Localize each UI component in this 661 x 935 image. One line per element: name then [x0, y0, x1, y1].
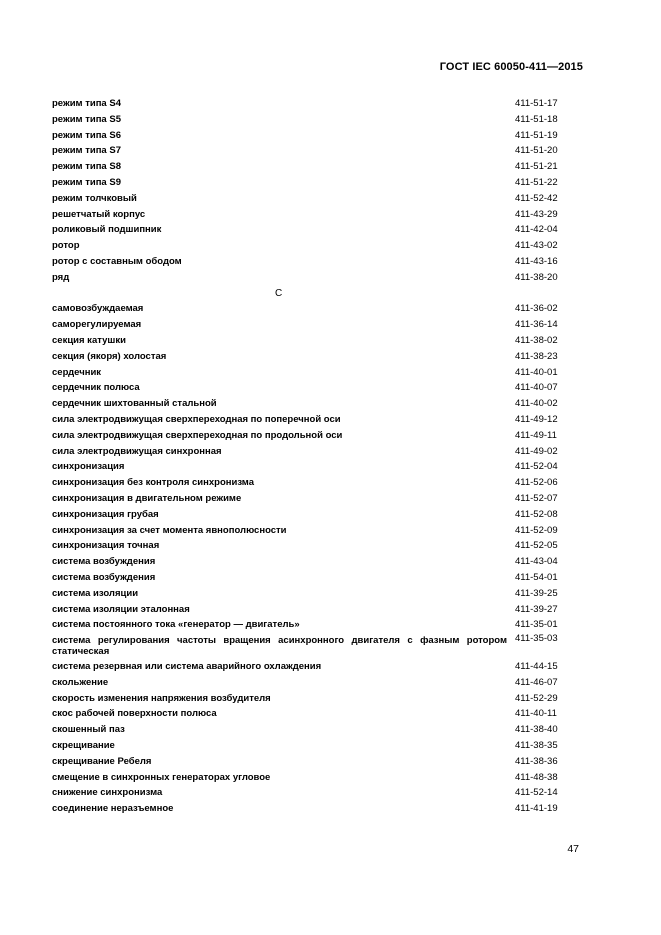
index-entry [52, 523, 563, 539]
entry-term: сила электродвижущая сверхпереходная по продольной оси [52, 429, 343, 441]
entry-code: 411-52-42 [515, 192, 558, 204]
entry-term: система возбуждения [52, 571, 156, 583]
entry-term: сила электродвижущая сверхпереходная по поперечной оси [52, 413, 341, 425]
entry-code: 411-38-36 [515, 755, 558, 767]
entry-code: 411-38-20 [515, 271, 558, 283]
entry-code: 411-40-01 [515, 366, 558, 378]
entry-code: 411-41-19 [515, 803, 558, 815]
entry-term: скос рабочей поверхности полюса [52, 708, 217, 720]
index-entry [52, 349, 563, 365]
entry-code: 411-52-29 [515, 692, 558, 704]
entry-term: синхронизация за счет момента явнополюсности [52, 524, 287, 536]
index-entry [52, 112, 563, 128]
index-entry [52, 191, 563, 207]
entry-code: 411-43-02 [515, 240, 558, 252]
entry-term: синхронизация грубая [52, 508, 159, 520]
entry-code: 411-51-18 [515, 113, 558, 125]
index-entry [52, 507, 563, 523]
index-entry [52, 444, 563, 460]
entry-term: ротор [52, 240, 80, 252]
entry-term: режим типа S9 [52, 176, 121, 188]
index-entry [52, 738, 563, 754]
entry-term: система регулирования частоты вращения асинхронного двигателя с фазным ротором статическая [52, 635, 507, 658]
entry-term: синхронизация в двигательном режиме [52, 492, 242, 504]
entry-term: система возбуждения [52, 556, 156, 568]
entry-code: 411-38-40 [515, 724, 558, 736]
entry-code: 411-52-06 [515, 477, 558, 489]
entry-code: 411-48-38 [515, 771, 558, 783]
page-header: ГОСТ IEC 60050-411—2015 [439, 61, 583, 73]
index-entry [52, 317, 563, 333]
entry-term: скрещивание Ребеля [52, 755, 152, 767]
entry-code: 411-52-09 [515, 524, 558, 536]
index-entry [52, 96, 563, 112]
entry-term: решетчатый корпус [52, 208, 146, 220]
index-entry [52, 159, 563, 175]
entry-code: 411-49-02 [515, 445, 558, 457]
index-entry [52, 659, 563, 675]
index-entry [52, 254, 563, 270]
entry-code: 411-35-03 [515, 633, 558, 645]
entry-term: саморегулируемая [52, 319, 142, 331]
entry-term: скольжение [52, 676, 109, 688]
index-entry [52, 785, 563, 801]
entry-code: 411-54-01 [515, 571, 558, 583]
index-entry [52, 770, 563, 786]
entry-term: система изоляции [52, 587, 139, 599]
index-entry [52, 722, 563, 738]
entry-code: 411-43-04 [515, 556, 558, 568]
index-entry [52, 475, 563, 491]
entry-term: система резервная или система аварийного охлаждения [52, 661, 322, 673]
index-entry [52, 459, 563, 475]
entry-term: синхронизация без контроля синхронизма [52, 477, 254, 489]
entry-code: 411-42-04 [515, 224, 558, 236]
index-entry [52, 633, 563, 659]
index-entry [52, 128, 563, 144]
entry-code: 411-51-19 [515, 129, 558, 141]
entry-code: 411-52-04 [515, 461, 558, 473]
entry-term: секция катушки [52, 334, 126, 346]
entry-code: 411-36-14 [515, 319, 558, 331]
page-number: 47 [567, 843, 579, 855]
section-letter-row [52, 286, 563, 302]
index-entry [52, 675, 563, 691]
entry-term: режим типа S6 [52, 129, 121, 141]
index-entry [52, 586, 563, 602]
section-letter: С [275, 287, 283, 299]
index-entry [52, 238, 563, 254]
index-entry [52, 207, 563, 223]
entry-term: режим типа S8 [52, 161, 121, 173]
entry-code: 411-39-25 [515, 587, 558, 599]
index-entry [52, 754, 563, 770]
entry-code: 411-39-27 [515, 603, 558, 615]
entry-code: 411-44-15 [515, 661, 558, 673]
index-entry [52, 570, 563, 586]
index-entry [52, 333, 563, 349]
index-entry [52, 428, 563, 444]
index-entry [52, 801, 563, 817]
entry-code: 411-52-14 [515, 787, 558, 799]
entry-term: секция (якоря) холостая [52, 350, 167, 362]
entry-code: 411-40-11 [515, 708, 557, 720]
entry-term: ротор с составным ободом [52, 255, 182, 267]
entry-code: 411-35-01 [515, 619, 558, 631]
entry-term: синхронизация точная [52, 540, 160, 552]
entry-term: режим толчковый [52, 192, 137, 204]
entry-term: самовозбуждаемая [52, 303, 144, 315]
term-index-list [52, 96, 563, 817]
index-entry [52, 554, 563, 570]
entry-code: 411-46-07 [515, 676, 558, 688]
entry-code: 411-38-23 [515, 350, 558, 362]
entry-term: система постоянного тока «генератор — двигатель» [52, 619, 300, 631]
entry-term: скрещивание [52, 740, 115, 752]
entry-term: роликовый подшипник [52, 224, 162, 236]
entry-term: сердечник шихтованный стальной [52, 398, 217, 410]
entry-term: сердечник полюса [52, 382, 140, 394]
entry-term: ряд [52, 271, 70, 283]
entry-term: режим типа S4 [52, 98, 121, 109]
entry-code: 411-38-02 [515, 334, 558, 346]
entry-code: 411-52-05 [515, 540, 558, 552]
entry-term: сердечник [52, 366, 102, 378]
entry-code: 411-51-17 [515, 98, 558, 109]
index-entry [52, 706, 563, 722]
index-entry [52, 538, 563, 554]
entry-code: 411-43-29 [515, 208, 558, 220]
entry-term: соединение неразъемное [52, 803, 174, 815]
entry-code: 411-40-07 [515, 382, 558, 394]
entry-code: 411-43-16 [515, 255, 558, 267]
index-entry [52, 617, 563, 633]
index-entry [52, 396, 563, 412]
index-entry [52, 143, 563, 159]
entry-code: 411-38-35 [515, 740, 558, 752]
index-entry [52, 365, 563, 381]
index-entry [52, 691, 563, 707]
entry-code: 411-51-20 [515, 145, 558, 157]
entry-term: смещение в синхронных генераторах угловое [52, 771, 271, 783]
index-entry [52, 491, 563, 507]
entry-code: 411-52-07 [515, 492, 558, 504]
entry-code: 411-49-12 [515, 413, 558, 425]
index-entry [52, 270, 563, 286]
entry-term: сила электродвижущая синхронная [52, 445, 222, 457]
entry-term: синхронизация [52, 461, 125, 473]
entry-term: система изоляции эталонная [52, 603, 190, 615]
index-entry [52, 175, 563, 191]
entry-code: 411-51-21 [515, 161, 558, 173]
index-entry [52, 412, 563, 428]
entry-code: 411-51-22 [515, 176, 558, 188]
entry-term: снижение синхронизма [52, 787, 163, 799]
entry-code: 411-52-08 [515, 508, 558, 520]
entry-term: скошенный паз [52, 724, 125, 736]
index-entry [52, 222, 563, 238]
entry-code: 411-40-02 [515, 398, 558, 410]
index-entry [52, 602, 563, 618]
entry-code: 411-49-11 [515, 429, 557, 441]
entry-term: режим типа S7 [52, 145, 121, 157]
entry-term: скорость изменения напряжения возбудителя [52, 692, 271, 704]
entry-code: 411-36-02 [515, 303, 558, 315]
index-entry [52, 301, 563, 317]
index-entry [52, 380, 563, 396]
entry-term: режим типа S5 [52, 113, 121, 125]
